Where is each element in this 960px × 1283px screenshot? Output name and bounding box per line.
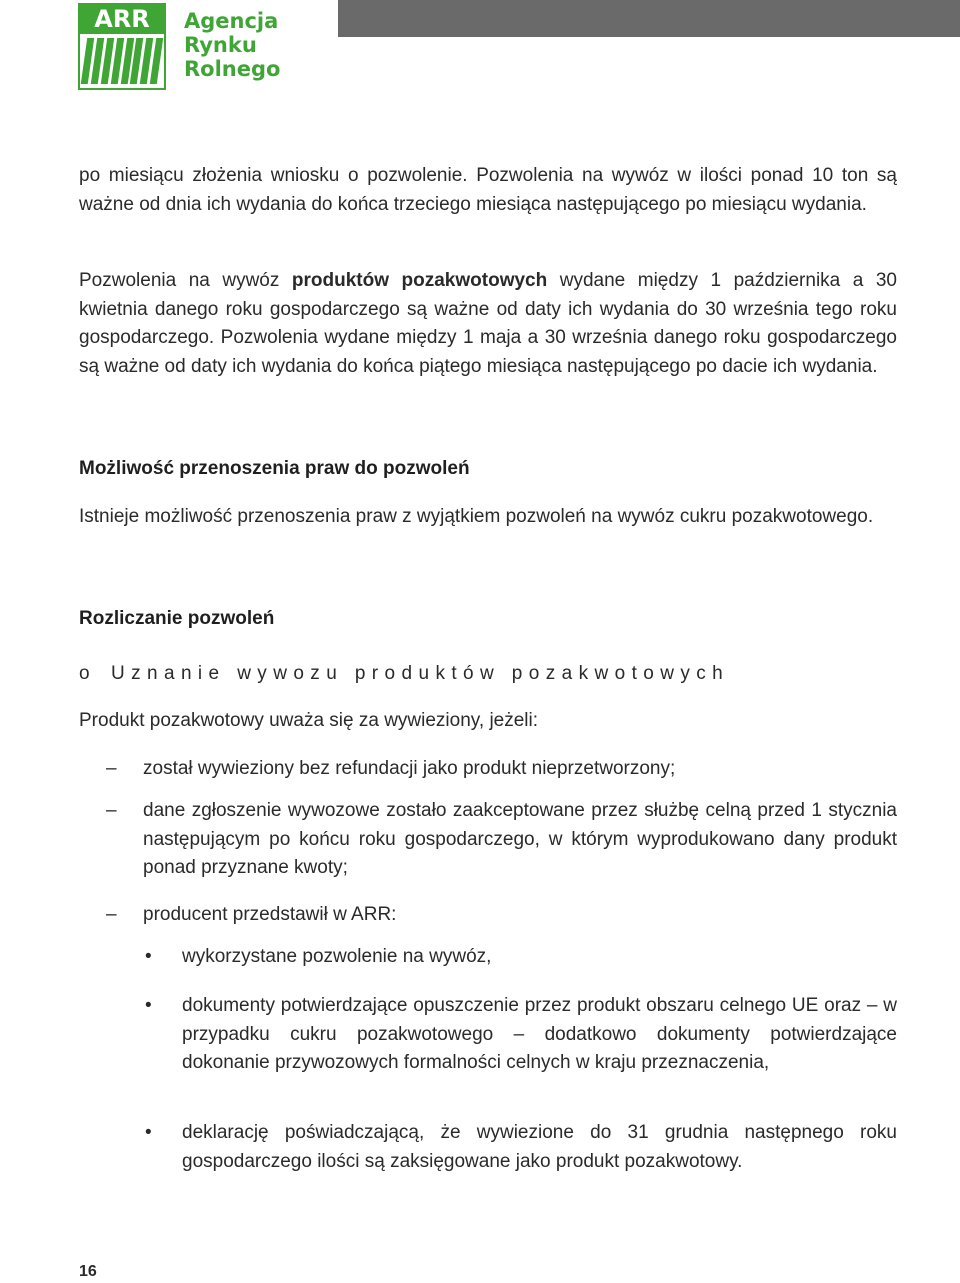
subsection-marker: o <box>79 663 90 684</box>
bullet-marker: • <box>145 1122 152 1143</box>
paragraph-1: po miesiącu złożenia wniosku o pozwolenie. Pozwolenia na wywóz w ilości ponad 10 ton są ważne od dnia ich wydania do końca trzeciego miesiąca następującego po miesiącu wydania. <box>79 165 897 215</box>
bullet-marker: • <box>145 946 152 967</box>
dash-item <box>79 901 897 930</box>
logo-name-line-2: Rynku <box>184 33 257 57</box>
paragraph-2 <box>79 267 897 381</box>
section-heading-settlement: Rozliczanie pozwoleń <box>79 608 275 629</box>
paragraph-transfer <box>79 503 897 532</box>
page-number: 16 <box>79 1263 97 1280</box>
dash-item-text: został wywieziony bez refundacji jako produkt nieprzetworzony; <box>143 758 676 779</box>
dash-item-text: producent przedstawił w ARR: <box>143 904 397 925</box>
paragraph-2-start: Pozwolenia na wywóz <box>79 270 292 291</box>
subsection-title <box>79 660 729 688</box>
intro-sentence: Produkt pozakwotowy uważa się za wywieziony, jeżeli: <box>79 710 539 731</box>
logo-name-line-3: Rolnego <box>184 57 281 81</box>
bullet-item-text: dokumenty potwierdzające opuszczenie przez produkt obszaru celnego UE oraz – w przypadku cukru pozakwotowego – dodatkowo dokumenty potwierdzające dokonanie przywozowych formalności celnych w kraju przeznaczenia, <box>182 995 897 1073</box>
bullet-item <box>145 943 897 972</box>
logo-name <box>184 9 280 81</box>
header-bar <box>338 0 960 37</box>
section-heading-transfer: Możliwość przenoszenia praw do pozwoleń <box>79 458 470 479</box>
dash-item-text: dane zgłoszenie wywozowe zostało zaakceptowane przez służbę celną przed 1 stycznia następującym po końcu roku gospodarczego, w którym wyprodukowano dany produkt ponad przyznane kwoty; <box>143 800 897 878</box>
bullet-item <box>145 1119 897 1176</box>
dash-item <box>79 755 897 784</box>
paragraph-continuation <box>79 162 897 219</box>
intro-text <box>79 707 897 736</box>
bullet-item <box>145 992 897 1078</box>
paragraph-3: Istnieje możliwość przenoszenia praw z wyjątkiem pozwoleń na wywóz cukru pozakwotowego. <box>79 506 874 527</box>
paragraph-2-bold: produktów pozakwotowych <box>291 270 548 291</box>
paragraph-validity <box>79 267 897 381</box>
dash-marker: – <box>106 904 117 925</box>
arr-logo <box>78 3 166 90</box>
dash-marker: – <box>106 800 117 821</box>
dash-item <box>79 797 897 883</box>
subsection-text: Uznanie wywozu produktów pozakwotowych <box>111 663 730 684</box>
logo-name-line-1: Agencja <box>184 9 279 33</box>
bullet-marker: • <box>145 995 152 1016</box>
bullet-item-text: wykorzystane pozwolenie na wywóz, <box>182 946 492 967</box>
logo-stripes <box>80 34 164 88</box>
bullet-item-text: deklarację poświadczającą, że wywiezione do 31 grudnia następnego roku gospodarczego ilości są zaksięgowane jako produkt pozakwotowy. <box>182 1122 897 1172</box>
paragraph-2-rest: wydane między 1 października a 30 kwietnia danego roku gospodarczego są ważne od daty ich wydania do 30 września tego roku gospodarczego. Pozwolenia wydane między 1 maja a 30 września danego roku gospodarczego są ważne od daty ich wydania do końca piątego miesiąca następującego po dacie ich wydania. <box>79 270 897 377</box>
logo-mark-text: ARR <box>80 5 164 34</box>
dash-marker: – <box>106 758 117 779</box>
